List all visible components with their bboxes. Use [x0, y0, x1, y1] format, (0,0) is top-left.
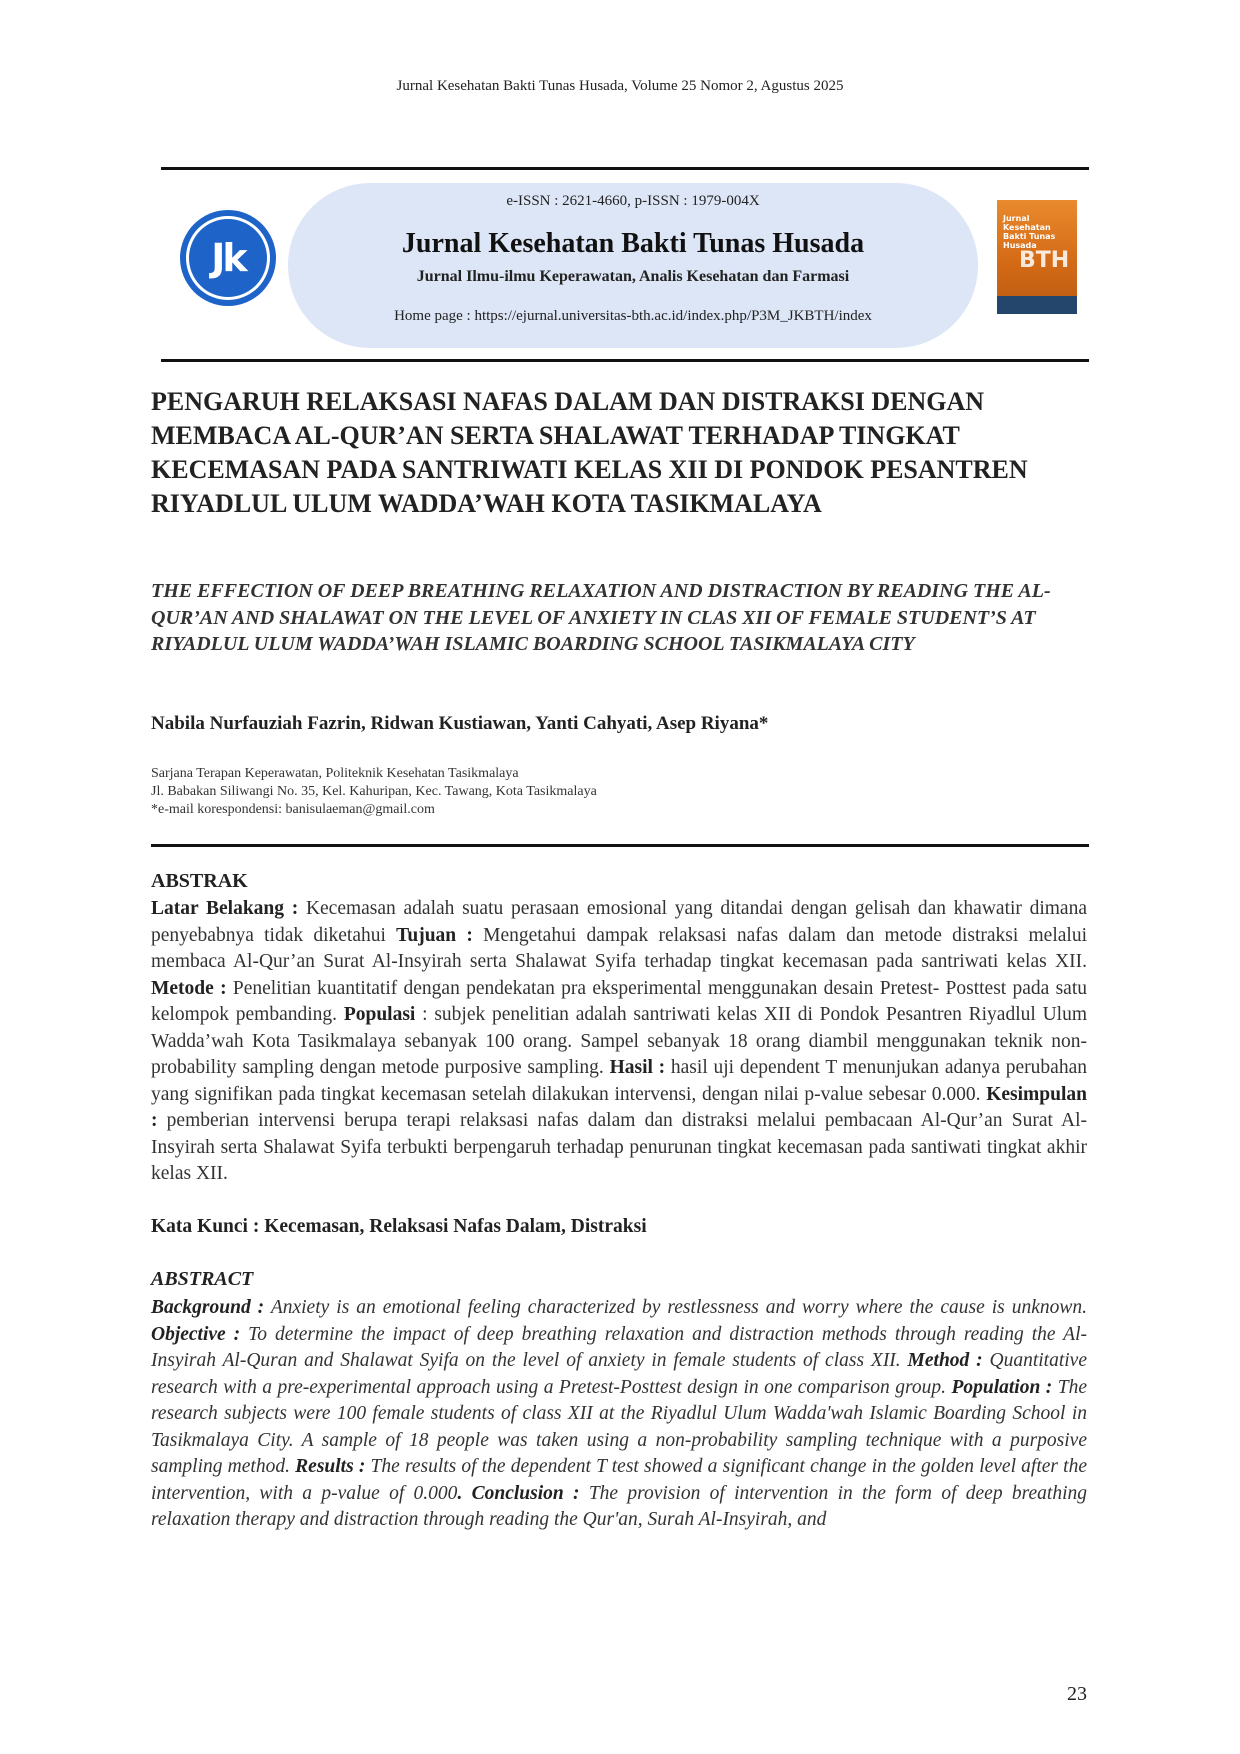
article-title-id: PENGARUH RELAKSASI NAFAS DALAM DAN DISTRAKSI DENGAN MEMBACA AL-QUR’AN SERTA SHALAWAT TERHADAP TINGKAT KECEMASAN PADA SANTRIWATI KELAS XII DI PONDOK PESANTREN RIYADLUL ULUM WADDA’WAH KOTA TASIKMALAYA [151, 387, 1028, 518]
abstrak-label: Hasil : [609, 1057, 666, 1078]
correspondence-email: *e-mail korespondensi: banisulaeman@gmail.com [151, 802, 435, 817]
keywords-id: Kata Kunci : Kecemasan, Relaksasi Nafas Dalam, Distraksi [151, 1216, 647, 1237]
cover-title: Jurnal Kesehatan Bakti Tunas Husada [1003, 214, 1056, 250]
abstract-label: Objective : [151, 1323, 241, 1345]
journal-issn: e-ISSN : 2621-4660, p-ISSN : 1979-004X [506, 193, 760, 209]
abstract-label: Population : [951, 1376, 1053, 1398]
abstract-text: The provision of intervention in the form of deep breathing relaxation therapy and distraction through reading the Qur'an, Surah Al-Insyirah, and [151, 1482, 1087, 1530]
author-list: Nabila Nurfauziah Fazrin, Ridwan Kustiawan, Yanti Cahyati, Asep Riyana* [151, 713, 769, 734]
abstrak-label: Populasi [343, 1004, 416, 1025]
abstrak-text: Kecemasan adalah suatu perasaan emosional yang ditandai dengan gelisah dan khawatir dimana penyebabnya tidak diketahui [151, 898, 1087, 946]
abstrak-text: pemberian intervensi berupa terapi relaksasi nafas dalam dan distraksi melalui pembacaan Al-Qur’an Surat Al-Insyirah serta Shalawat Syifa terbukti berpengaruh terhadap penurunan tingkat kecemasan pada santiwati tingkat akhir kelas XII. [151, 1110, 1087, 1184]
journal-homepage: Home page : https://ejurnal.universitas-bth.ac.id/index.php/P3M_JKBTH/index [394, 308, 872, 324]
affiliation-line: Sarjana Terapan Keperawatan, Politeknik Kesehatan Tasikmalaya [151, 766, 519, 781]
abstrak-label: Kesimpulan : [151, 1083, 1087, 1131]
header-rule-top [161, 167, 1089, 170]
journal-logo [180, 210, 276, 306]
abstrak-text: : subjek penelitian adalah santriwati kelas XII di Pondok Pesantren Riyadlul Ulum Wadda’wah Kota Tasikmalaya sebanyak 100 orang. Sampel sebanyak 18 orang diambil menggunakan teknik non-probability sampling dengan metode purposive sampling. [151, 1004, 1087, 1078]
page-number: 23 [1067, 1683, 1087, 1705]
abstrak-text: hasil uji dependent T menunjukan adanya perubahan yang signifikan pada tingkat kecemasan setelah dilakukan intervensi, dengan nilai p-value sebesar 0.000. [151, 1057, 1087, 1105]
header-rule-bottom [161, 359, 1089, 362]
journal-logo-mark: Jk [186, 216, 270, 300]
journal-cover-thumbnail [997, 200, 1077, 314]
abstrak-label: Metode : [151, 977, 227, 999]
affiliation-block [151, 765, 597, 819]
abstract-text: The results of the dependent T test showed a significant change in the golden level after the intervention, with a p-value of 0.000 [151, 1456, 1088, 1504]
abstrak-text: Penelitian kuantitatif dengan pendekatan pra eksperimental menggunakan desain Pretest- Posttest pada satu kelompok pembanding. [151, 977, 1087, 1025]
abstract-heading: ABSTRACT [151, 1268, 254, 1290]
cover-band [997, 296, 1077, 314]
abstract-body [151, 1295, 1087, 1534]
cover-mark: BTH [1019, 248, 1070, 273]
abstrak-text: Mengetahui dampak relaksasi nafas dalam dan metode distraksi melalui membaca Al-Qur’an Surat Al-Insyirah serta Shalawat Syifa terhadap tingkat kecemasan pada santriwati kelas XII. [151, 924, 1087, 972]
abstract-label: Background : [151, 1297, 265, 1318]
abstract-text: To determine the impact of deep breathing relaxation and distraction methods through reading the Al-Insyirah Al-Quran and Shalawat Syifa on the level of anxiety in female students of class XII. [151, 1323, 1088, 1371]
abstract-label: . Conclusion : [457, 1482, 580, 1504]
abstrak-label: Latar Belakang : [151, 898, 299, 919]
running-head: Jurnal Kesehatan Bakti Tunas Husada, Volume 25 Nomor 2, Agustus 2025 [396, 78, 844, 94]
abstract-label: Method : [907, 1350, 983, 1371]
abstract-label: Results : [295, 1456, 366, 1477]
abstrak-heading: ABSTRAK [151, 870, 248, 892]
address-line: Jl. Babakan Siliwangi No. 35, Kel. Kahuripan, Kec. Tawang, Kota Tasikmalaya [151, 784, 597, 799]
abstrak-body [151, 896, 1087, 1188]
abstract-text: Anxiety is an emotional feeling characterized by restlessness and worry where the cause is unknown. [264, 1297, 1087, 1318]
affiliation-rule [151, 844, 1089, 847]
journal-subtitle: Jurnal Ilmu-ilmu Keperawatan, Analis Kesehatan dan Farmasi [416, 268, 850, 285]
article-title-en: THE EFFECTION OF DEEP BREATHING RELAXATION AND DISTRACTION BY READING THE AL-QUR’AN AND SHALAWAT ON THE LEVEL OF ANXIETY IN CLAS XII OF FEMALE STUDENT’S AT RIYADLUL ULUM WADDA’WAH ISLAMIC BOARDING SCHOOL TASIKMALAYA CITY [151, 580, 1051, 655]
abstract-text: Quantitative research with a pre-experimental approach using a Pretest-Posttest design in one comparison group. [151, 1350, 1087, 1398]
abstract-text: The research subjects were 100 female students of class XII at the Riyadlul Ulum Wadda'wah Islamic Boarding School in Tasikmalaya City. A sample of 18 people was taken using a non-probability sampling technique with a purposive sampling method. [151, 1376, 1087, 1477]
abstrak-label: Tujuan : [396, 924, 473, 946]
journal-title: Jurnal Kesehatan Bakti Tunas Husada [401, 228, 865, 259]
